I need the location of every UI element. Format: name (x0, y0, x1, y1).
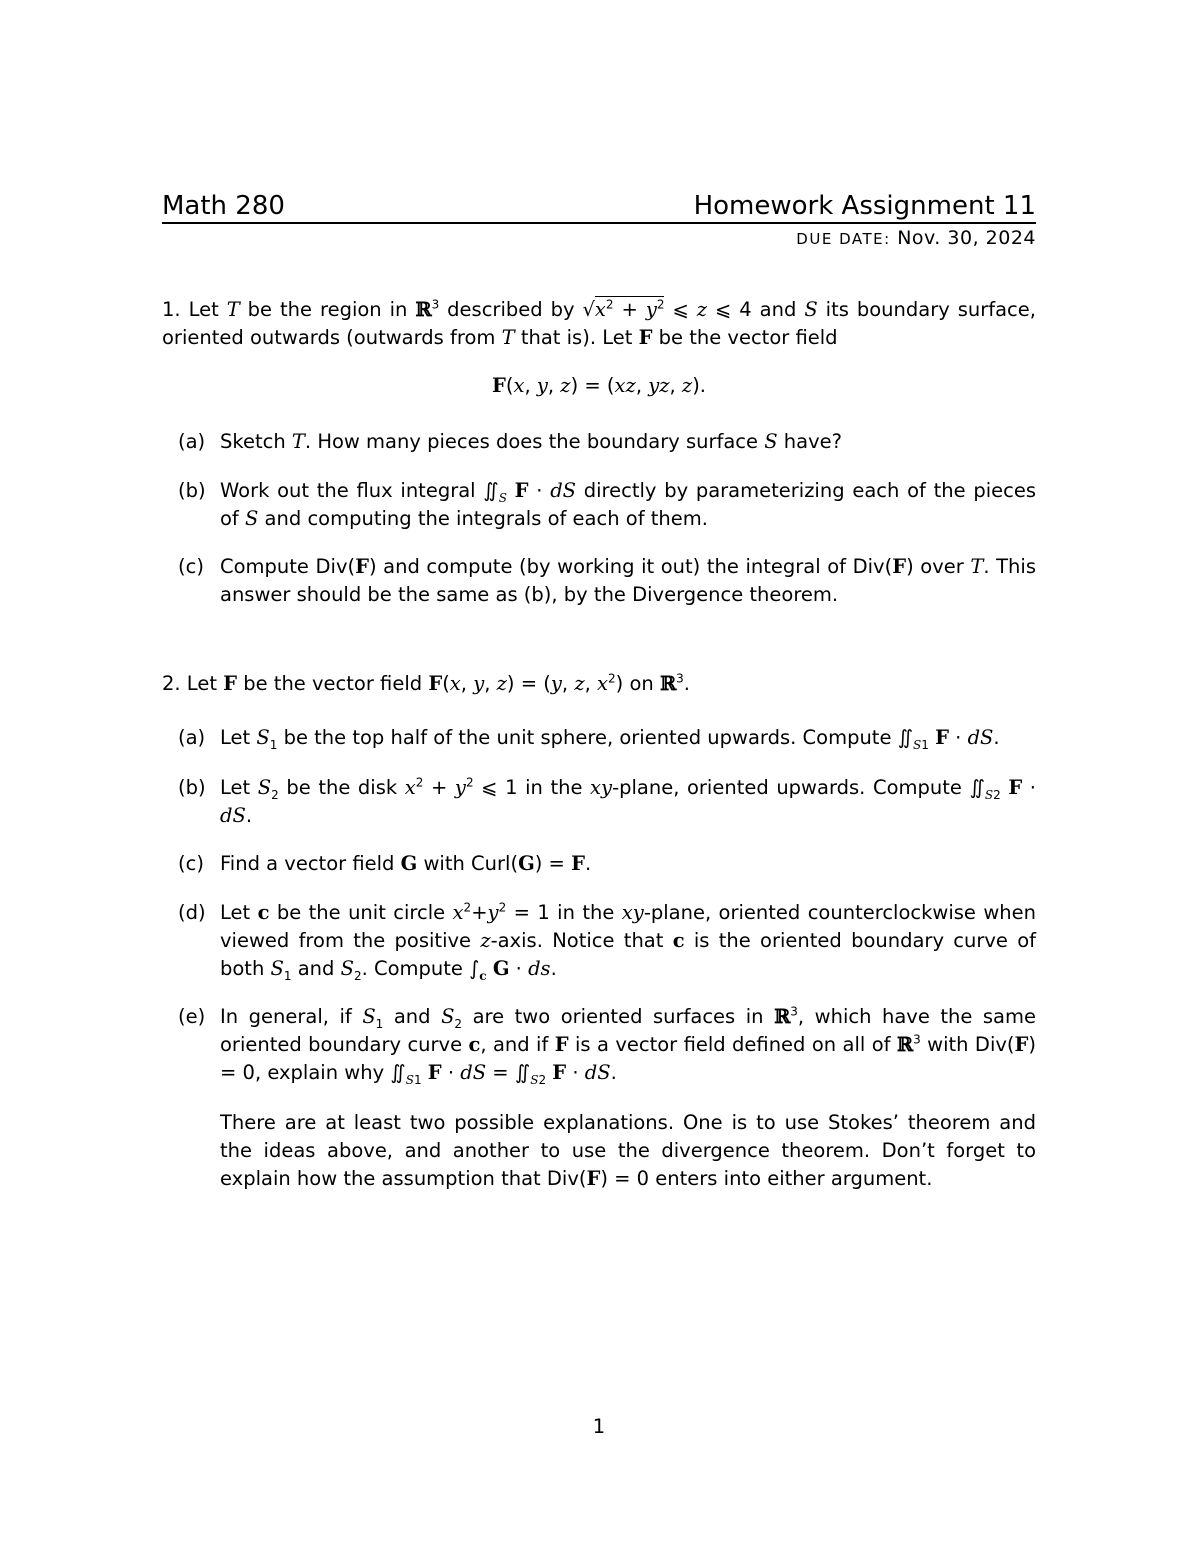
problem-1-field-equation: F(x, y, z) = (xz, yz, z). (491, 374, 707, 397)
problem-2-part-d: (d) Let c be the unit circle $x^2+y^2 = 1$ in the xy-plane, oriented counterclockwise when viewed from the positive z-axis. Notice that c is the oriented boundary curve of both $S_1$ and $S_2$. Compute $\int_c$ G · ds. (178, 900, 1036, 983)
problem-2-part-a: (a) Let $S_1$ be the top half of the unit sphere, oriented upwards. Compute $∬_{S1}$ F · dS. (178, 726, 1000, 752)
course-name: Math 280 (162, 191, 285, 221)
problem-1-number: 1. (162, 298, 181, 321)
problem-1-part-a: (a) Sketch T. How many pieces does the boundary surface S have? (178, 430, 842, 453)
problem-2-part-b: (b) Let $S_2$ be the disk $x^2 + y^2$ ⩽ 1 in the xy-plane, oriented upwards. Compute $∬_{S2}$ F · dS. (178, 775, 1036, 827)
problem-1-intro: 1. Let T be the region in ℝ$^3$ described by $√x^2 + y^2$ ⩽ z ⩽ 4 and S its boundary surface, oriented outwards (outwards from T that is). Let F be the vector field (162, 297, 1036, 349)
problem-2-part-e-note: There are at least two possible explanations. One is to use Stokes’ theorem and the ideas above, and another to use the divergence theorem. Don’t forget to explain how the assumption that Div(F) = 0 enters into either argument. (220, 1111, 1036, 1190)
header-rule (162, 222, 1036, 224)
due-date-value: Nov. 30, 2024 (897, 227, 1036, 249)
problem-1-part-b: (b) Work out the flux integral $∬_S$ F · dS directly by parameterizing each of the pieces of S and computing the integrals of each of them. (178, 479, 1036, 530)
page-number: 1 (592, 1415, 606, 1438)
problem-2-intro: 2. Let F be the vector field F(x, y, z) = (y, z, $x^2$) on ℝ$^3$. (162, 671, 690, 695)
problem-1 (162, 296, 1036, 400)
problem-2-part-c: (c) Find a vector field G with Curl(G) = F. (178, 852, 592, 875)
problem-1-part-c: (c) Compute Div(F) and compute (by working it out) the integral of Div(F) over T. This answer should be the same as (b), by the Divergence theorem. (178, 555, 1036, 606)
due-date (796, 225, 1036, 252)
page-header (162, 190, 1036, 222)
problem-2-number: 2. (162, 672, 181, 695)
due-date-label: DUE DATE: (796, 230, 891, 248)
problem-2 (162, 670, 1036, 698)
problem-2-part-e: (e) In general, if $S_1$ and $S_2$ are two oriented surfaces in ℝ$^3$, which have the same oriented boundary curve c, and if F is a vector field defined on all of ℝ$^3$ with Div(F) = 0, explain why $∬_{S1}$ F · dS = $∬_{S2}$ F · dS. There are at least two possible explanations. One is to use Stokes’ theorem and the ideas above, and another to use the divergence theorem. Don’t forget to explain how the assumption that Div(F) = 0 enters into either argument. (178, 1003, 1036, 1193)
assignment-title: Homework Assignment 11 (693, 191, 1036, 221)
homework-page (162, 0, 1036, 1553)
